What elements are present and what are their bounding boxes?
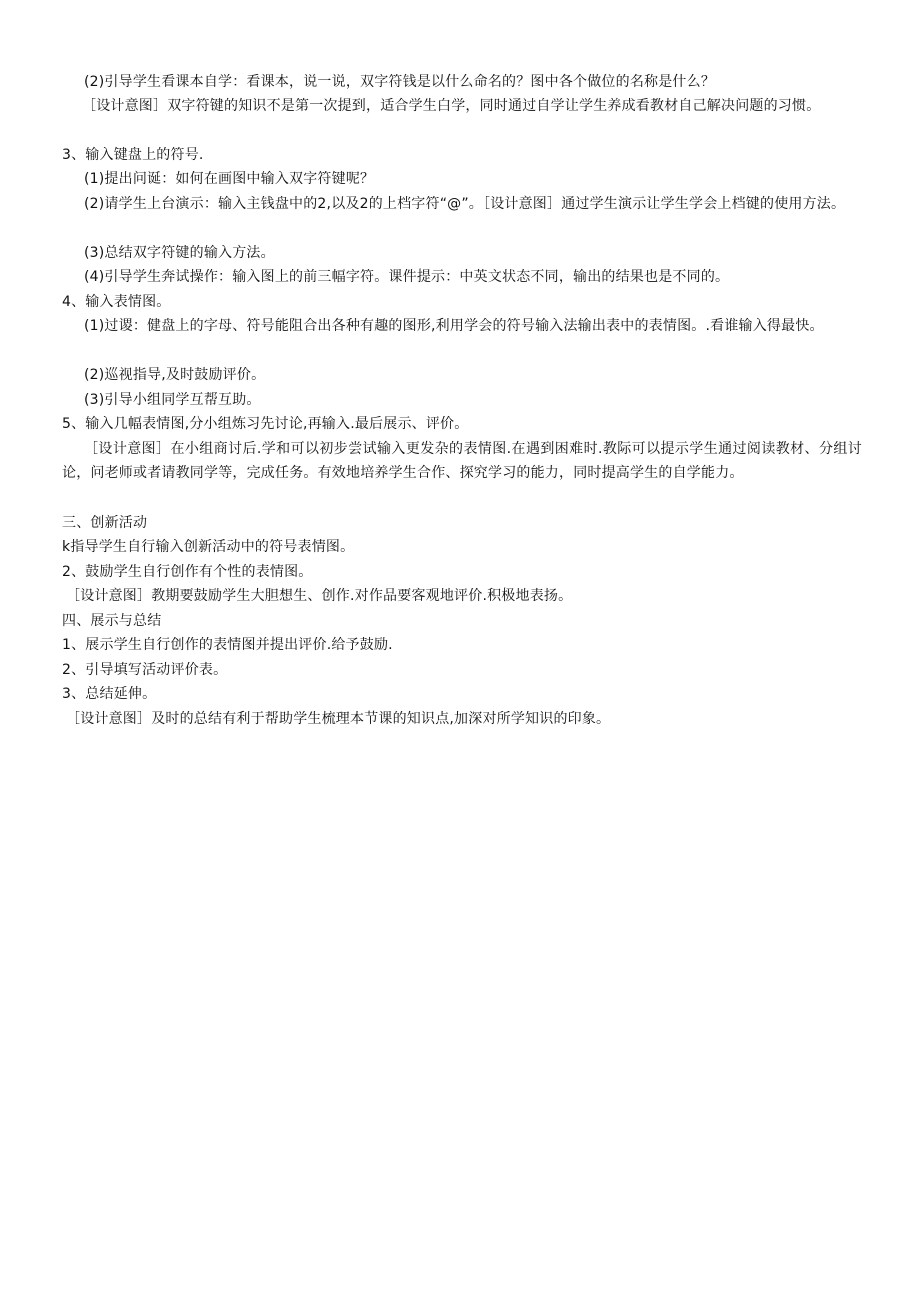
section-heading: 5、输入几幅表情图,分小组炼习先讨论,再输入.最后展示、评价。	[62, 416, 469, 432]
text-line: (2)引导学生看课本自学：看课本，说一说，双字符钱是以什么命名的？图中各个做位的名称是什么？	[84, 74, 716, 90]
text-line: (3)总结双字符键的输入方法。	[84, 245, 275, 261]
section-heading: 四、展示与总结	[62, 613, 162, 629]
design-intent-line: ［设计意图］及时的总结有利于帮助学生梳理本节课的知识点,加深对所学知识的印象。	[66, 711, 611, 727]
text-line: (1)提出问诞：如何在画图中输入双字符键呢？	[84, 171, 375, 187]
section-heading: 3、输入键盘上的符号.	[62, 147, 204, 163]
design-intent-paragraph: ［设计意图］在小组商讨后.学和可以初步尝试输入更发杂的表情图.在遇到困难时.教际可以提示学生通过阅读教材、分组讨论，问老师或者请教同学等，完成任务。有效地培养学生合作、探究学习的能力，同时提高学生的自学能力。	[62, 441, 862, 481]
text-paragraph: (2)请学生上台演示：输入主钱盘中的2,以及2的上档字符“@”。［设计意图］通过学生演示让学生学会上档键的使用方法。	[84, 196, 846, 212]
text-line: 2、鼓励学生自行创作有个性的表情图。	[62, 564, 313, 580]
design-intent-line: ［设计意图］教期要鼓励学生大胆想生、创作.对作品要客观地评价.积极地表扬。	[66, 588, 573, 604]
text-line: 1、展示学生自行创作的表情图并提出评价.给予鼓励.	[62, 637, 393, 653]
text-paragraph: (1)过谡：健盘上的字母、符号能阻合出各种有趣的图形,利用学会的符号输入法输出表中的表情图。.看谁输入得最快。	[84, 318, 824, 334]
text-line: (4)引导学生奔试操作：输入图上的前三幅字符。课件提示：中英文状态不同，输出的结果也是不同的。	[84, 269, 730, 285]
text-line: k指导学生自行输入创新活动中的符号表情图。	[62, 539, 355, 555]
text-line: 3、总结延伸。	[62, 686, 157, 702]
text-line: (2)巡视指导,及时鼓励评价。	[84, 367, 266, 383]
text-line: 2、引导填写活动评价表。	[62, 662, 228, 678]
design-intent-paragraph: ［设计意图］双字符键的知识不是第一次提到，适合学生白学，同时通过自学让学生养成看教材自己解决问题的习惯。	[82, 98, 821, 114]
text-line: (3)引导小组同学互帮互助。	[84, 392, 261, 408]
section-heading: 4、输入表情图。	[62, 294, 171, 310]
section-heading: 三、创新活动	[62, 515, 148, 531]
